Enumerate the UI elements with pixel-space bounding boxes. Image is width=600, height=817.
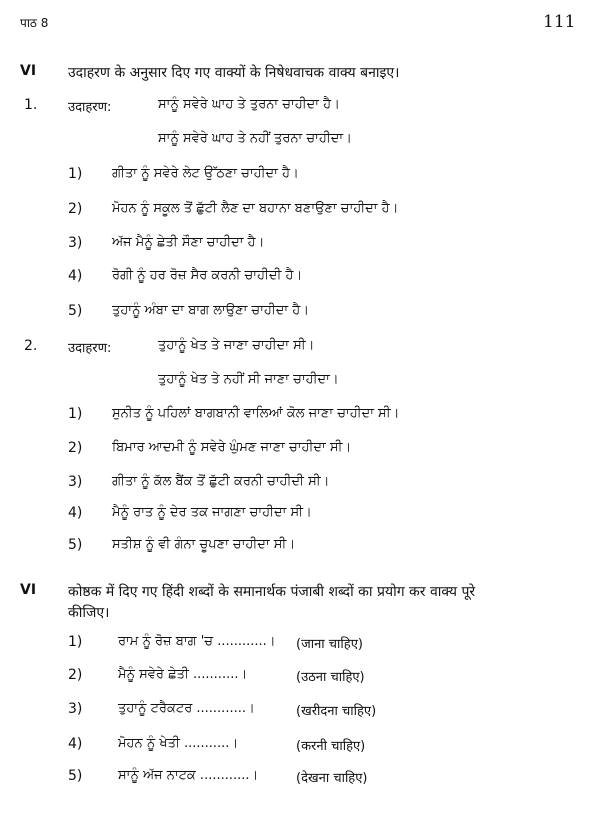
item-number: 1) [68,634,83,650]
section-instruction: कोष्ठक में दिए गए हिंदी शब्दों के समानार्थक पंजाबी शब्दों का प्रयोग कर वाक्य पूरे [68,584,476,600]
fill-sentence: ਰਾਮ ਨੂੰ ਰੋਜ਼ ਬਾਗ 'ਚ ............। [118,634,276,649]
item-number: 5) [68,537,83,553]
example-sentence: ਤੁਹਾਨੂੰ ਖੇਤ ਤੇ ਜਾਣਾ ਚਾਹੀਦਾ ਸੀ। [158,338,315,353]
item-sentence: ਗੀਤਾ ਨੂੰ ਸਵੇਰੇ ਲੇਟ ਉੱਠਣਾ ਚਾਹੀਦਾ ਹੈ। [112,166,299,181]
item-number: 4) [68,268,83,284]
item-number: 3) [68,474,83,490]
example-sentence: ਸਾਨੂੰ ਸਵੇਰੇ ਘਾਹ ਤੇ ਤੁਰਨਾ ਚਾਹੀਦਾ ਹੈ। [158,97,340,112]
section-instruction-cont: कीजिए। [68,605,110,621]
item-sentence: ਸੁਨੀਤ ਨੂੰ ਪਹਿਲਾਂ ਬਾਗਬਾਨੀ ਵਾਲਿਆਂ ਕੋਲ ਜਾਣਾ ਚਾਹੀਦਾ ਸੀ। [112,406,400,421]
hint: (उठना चाहिए) [296,670,365,685]
item-sentence: ਰੋਗੀ ਨੂੰ ਹਰ ਰੋਜ਼ ਸੈਰ ਕਰਨੀ ਚਾਹੀਦੀ ਹੈ। [112,268,303,283]
item-sentence: ਅੱਜ ਮੈਨੂੰ ਛੇਤੀ ਸੌਣਾ ਚਾਹੀਦਾ ਹੈ। [112,235,265,250]
section-instruction: उदाहरण के अनुसार दिए गए वाक्यों के निषेधवाचक वाक्य बनाइए। [68,65,400,81]
item-number: 4) [68,505,83,521]
item-number: 3) [68,701,83,717]
group-number: 2. [24,338,38,354]
item-number: 2) [68,201,83,217]
item-number: 5) [68,768,83,784]
item-number: 3) [68,235,83,251]
section-label: VI [20,63,37,79]
item-number: 1) [68,166,83,182]
fill-sentence: ਸਾਨੂੰ ਅੱਜ ਨਾਟਕ ............। [118,768,259,783]
fill-sentence: ਮੈਨੂੰ ਸਵੇਰੇ ਛੇਤੀ ...........। [118,667,248,682]
chapter-label: पाठ 8 [20,16,49,30]
item-number: 2) [68,667,83,683]
item-number: 1) [68,406,83,422]
fill-sentence: ਮੋਹਨ ਨੂੰ ਖੇਤੀ ...........। [118,736,239,751]
item-sentence: ਗੀਤਾ ਨੂੰ ਕੱਲ ਬੈਂਕ ਤੋਂ ਛੁੱਟੀ ਕਰਨੀ ਚਾਹੀਦੀ ਸੀ। [112,474,330,489]
hint: (देखना चाहिए) [296,771,368,786]
item-sentence: ਮੈਨੂੰ ਰਾਤ ਨੂੰ ਦੇਰ ਤਕ ਜਾਗਣਾ ਚਾਹੀਦਾ ਸੀ। [112,505,312,520]
item-sentence: ਬਿਮਾਰ ਆਦਮੀ ਨੂੰ ਸਵੇਰੇ ਘੁੰਮਣ ਜਾਣਾ ਚਾਹੀਦਾ ਸੀ। [112,440,352,455]
example-label: उदाहरण: [68,341,112,356]
item-sentence: ਮੋਹਨ ਨੂੰ ਸਕੂਲ ਤੋਂ ਛੁੱਟੀ ਲੈਣ ਦਾ ਬਹਾਨਾ ਬਣਾਉਣਾ ਚਾਹੀਦਾ ਹੈ। [112,201,399,216]
example-answer: ਤੁਹਾਨੂੰ ਖੇਤ ਤੇ ਨਹੀਂ ਸੀ ਜਾਣਾ ਚਾਹੀਦਾ। [158,372,339,387]
fill-sentence: ਤੁਹਾਨੂੰ ਟਰੈਕਟਰ ............। [118,701,255,716]
group-number: 1. [24,97,38,113]
hint: (जाना चाहिए) [296,637,363,652]
item-number: 4) [68,736,83,752]
hint: (खरीदना चाहिए) [296,704,377,719]
item-sentence: ਸਤੀਸ਼ ਨੂੰ ਵੀ ਗੰਨਾ ਚੂਪਣਾ ਚਾਹੀਦਾ ਸੀ। [112,537,296,552]
page-number: 111 [543,12,576,32]
hint: (करनी चाहिए) [296,739,366,754]
example-label: उदाहरण: [68,100,112,115]
example-answer: ਸਾਨੂੰ ਸਵੇਰੇ ਘਾਹ ਤੇ ਨਹੀਂ ਤੁਰਨਾ ਚਾਹੀਦਾ। [158,131,352,146]
item-number: 5) [68,303,83,319]
section-label: VI [20,582,37,598]
item-number: 2) [68,440,83,456]
item-sentence: ਤੁਹਾਨੂੰ ਅੰਬਾ ਦਾ ਬਾਗ ਲਾਉਣਾ ਚਾਹੀਦਾ ਹੈ। [112,303,310,318]
